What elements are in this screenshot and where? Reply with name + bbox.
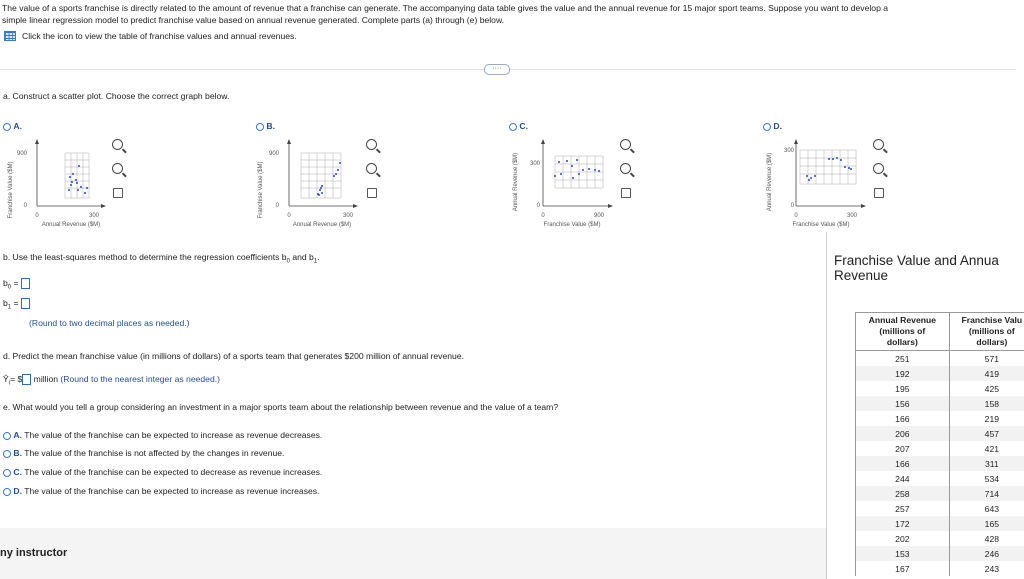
panel-border	[826, 232, 827, 579]
plot-c-ylabel: Annual Revenue ($M)	[513, 152, 519, 212]
part-a-question: a. Construct a scatter plot. Choose the correct graph below.	[3, 91, 230, 101]
option-b-label: B.	[266, 121, 275, 131]
intro-line-2: simple linear regression model to predict franchise value based on annual revenue generated. Complete parts (a) through (e) below.	[2, 14, 505, 25]
table-row	[856, 381, 1024, 396]
revenue-cell: 195	[856, 381, 950, 396]
expand-button[interactable]: ····	[484, 64, 510, 75]
ask-instructor-link[interactable]: ny instructor	[0, 547, 68, 559]
problem-statement	[2, 3, 1020, 26]
option-d-radio[interactable]	[763, 123, 771, 131]
b0-input[interactable]	[21, 278, 30, 289]
option-d-label: D.	[773, 121, 782, 131]
revenue-cell: 156	[856, 396, 950, 411]
option-a-radio[interactable]	[3, 123, 11, 131]
plot-c-xmin: 0	[541, 213, 545, 219]
plot-c-ymax: 300	[529, 161, 540, 167]
plot-d-ymin: 0	[790, 203, 794, 209]
table-row	[856, 441, 1024, 456]
panel-title: Franchise Value and Annua Revenue	[834, 253, 999, 283]
revenue-cell: 166	[856, 411, 950, 426]
value-cell: 311	[949, 456, 1024, 471]
col-franchise-value: Franchise Valu (millions of dollars)	[949, 313, 1024, 351]
value-cell: 246	[949, 546, 1024, 561]
plot-a-ylabel: Franchise Value ($M)	[8, 161, 14, 219]
option-c-label: C.	[519, 121, 528, 131]
plot-a-ymin: 0	[23, 203, 27, 209]
footer-bar	[0, 528, 826, 579]
table-row	[856, 561, 1024, 576]
plot-b-ymax: 900	[268, 151, 279, 157]
value-cell: 714	[949, 486, 1024, 501]
table-link[interactable]	[4, 31, 297, 41]
table-row	[856, 546, 1024, 561]
zoom-in-icon[interactable]	[620, 139, 631, 150]
revenue-cell: 166	[856, 456, 950, 471]
option-a-label: A.	[13, 121, 22, 131]
unit-label: million	[33, 374, 59, 384]
part-b-note: (Round to two decimal places as needed.)	[29, 318, 190, 328]
value-cell: 165	[949, 516, 1024, 531]
value-cell: 643	[949, 501, 1024, 516]
scatter-plot-b-svg	[256, 138, 396, 233]
plot-a-xmin: 0	[35, 213, 39, 219]
plot-d-xmax: 300	[846, 213, 858, 219]
open-graph-icon[interactable]	[874, 188, 884, 198]
plot-b-xmax: 300	[342, 213, 354, 219]
revenue-cell: 207	[856, 441, 950, 456]
table-row	[856, 411, 1024, 426]
plot-c-ymin: 0	[536, 203, 540, 209]
part-e-option-a[interactable]: A. The value of the franchise can be expected to increase as revenue decreases.	[3, 430, 322, 440]
table-link-text: Click the icon to view the table of franchise values and annual revenues.	[22, 31, 297, 41]
b0-row: $b_0$ =	[3, 278, 30, 291]
plot-b-grid	[301, 153, 341, 198]
option-e-b-radio[interactable]	[3, 450, 11, 458]
zoom-out-icon[interactable]	[112, 163, 123, 174]
scatter-plot-d-svg	[763, 138, 903, 233]
value-cell: 158	[949, 396, 1024, 411]
value-cell: 534	[949, 471, 1024, 486]
intro-line-1: The value of a sports franchise is directly related to the amount of revenue that a franchise can generate. The accompanying data table gives the value and the annual revenue for 15 major sport teams. Suppose you want to develop a	[2, 3, 889, 13]
zoom-in-icon[interactable]	[112, 139, 123, 150]
plot-d-xmin: 0	[794, 213, 798, 219]
scatter-plot-d	[763, 138, 903, 233]
plot-c-xlabel: Franchise Value ($M)	[543, 222, 601, 228]
part-b-question: b. Use the least-squares method to determine the regression coefficients $b_0$ and $b_1$.	[3, 252, 320, 265]
plot-a-xmax: 300	[88, 213, 100, 219]
plot-d-points	[806, 157, 852, 181]
part-e-option-c[interactable]: C. The value of the franchise can be expected to decrease as revenue increases.	[3, 467, 322, 477]
option-e-c-radio[interactable]	[3, 469, 11, 477]
table-row	[856, 516, 1024, 531]
table-row	[856, 366, 1024, 381]
option-b-radio-group[interactable]	[256, 121, 275, 131]
zoom-in-icon[interactable]	[366, 139, 377, 150]
plot-c-points	[554, 159, 600, 179]
plot-d-ymax: 300	[783, 148, 794, 154]
scatter-plot-a-svg	[6, 138, 141, 233]
option-c-radio[interactable]	[509, 123, 517, 131]
revenue-cell: 172	[856, 516, 950, 531]
zoom-in-icon[interactable]	[873, 139, 884, 150]
b1-input[interactable]	[21, 298, 30, 309]
plot-b-ylabel: Franchise Value ($M)	[258, 161, 264, 219]
value-cell: 571	[949, 351, 1024, 367]
plot-d-grid	[800, 150, 856, 184]
revenue-cell: 167	[856, 561, 950, 576]
plot-c-grid	[555, 156, 603, 188]
open-graph-icon[interactable]	[113, 188, 123, 198]
b1-row: $b_1$ =	[3, 298, 30, 311]
revenue-cell: 202	[856, 531, 950, 546]
revenue-cell: 244	[856, 471, 950, 486]
plot-a-ymax: 900	[16, 151, 27, 157]
value-cell: 219	[949, 411, 1024, 426]
col-annual-revenue: Annual Revenue (millions of dollars)	[856, 313, 950, 351]
part-d-answer-row: $Ŷ_i=$ $ million (Round to the nearest integer as needed.)	[3, 374, 220, 387]
plot-b-xmin: 0	[287, 213, 291, 219]
scatter-plot-a	[6, 138, 141, 233]
value-cell: 421	[949, 441, 1024, 456]
table-icon[interactable]	[4, 31, 16, 41]
revenue-cell: 251	[856, 351, 950, 367]
revenue-cell: 257	[856, 501, 950, 516]
plot-d-xlabel: Franchise Value ($M)	[792, 222, 850, 228]
value-cell: 457	[949, 426, 1024, 441]
option-a-radio-group[interactable]	[3, 121, 22, 131]
table-row	[856, 501, 1024, 516]
part-d-question: d. Predict the mean franchise value (in millions of dollars) of a sports team that generates $200 million of annual revenue.	[3, 351, 464, 361]
b1-label: b	[3, 298, 8, 308]
table-row	[856, 486, 1024, 501]
revenue-cell: 153	[856, 546, 950, 561]
zoom-out-icon[interactable]	[873, 163, 884, 174]
open-graph-icon[interactable]	[367, 188, 377, 198]
plot-c-xmax: 900	[593, 213, 605, 219]
scatter-plot-c-svg	[509, 138, 649, 233]
revenue-cell: 206	[856, 426, 950, 441]
plot-b-xlabel: Annual Revenue ($M)	[292, 222, 352, 228]
table-row	[856, 531, 1024, 546]
option-c-radio-group[interactable]	[509, 121, 528, 131]
table-row	[856, 456, 1024, 471]
table-row	[856, 351, 1024, 367]
prediction-input[interactable]	[22, 374, 31, 385]
plot-a-grid	[65, 153, 89, 198]
revenue-cell: 192	[856, 366, 950, 381]
part-e-question: e. What would you tell a group considering an investment in a major sports team about the relationship between revenue and the value of a team?	[3, 402, 559, 412]
open-graph-icon[interactable]	[621, 188, 631, 198]
value-cell: 419	[949, 366, 1024, 381]
b0-label: b	[3, 278, 8, 288]
zoom-out-icon[interactable]	[366, 163, 377, 174]
value-cell: 243	[949, 561, 1024, 576]
revenue-cell: 258	[856, 486, 950, 501]
plot-b-ymin: 0	[275, 203, 279, 209]
table-row	[856, 426, 1024, 441]
value-cell: 428	[949, 531, 1024, 546]
part-d-note: (Round to the nearest integer as needed.)	[60, 374, 220, 384]
table-row	[856, 396, 1024, 411]
part-e-option-d[interactable]: D. The value of the franchise can be expected to increase as revenue increases.	[3, 486, 319, 496]
table-row	[856, 471, 1024, 486]
zoom-out-icon[interactable]	[620, 163, 631, 174]
scatter-plot-c	[509, 138, 649, 233]
part-e-option-b[interactable]: B. The value of the franchise is not affected by the changes in revenue.	[3, 448, 284, 458]
plot-a-xlabel: Annual Revenue ($M)	[41, 222, 101, 228]
option-e-a-radio[interactable]	[3, 432, 11, 440]
value-cell: 425	[949, 381, 1024, 396]
franchise-data-table	[855, 312, 1024, 576]
option-d-radio-group[interactable]	[763, 121, 782, 131]
option-e-d-radio[interactable]	[3, 488, 11, 496]
scatter-plot-b	[256, 138, 396, 233]
plot-d-ylabel: Annual Revenue ($M)	[767, 152, 773, 212]
option-b-radio[interactable]	[256, 123, 264, 131]
